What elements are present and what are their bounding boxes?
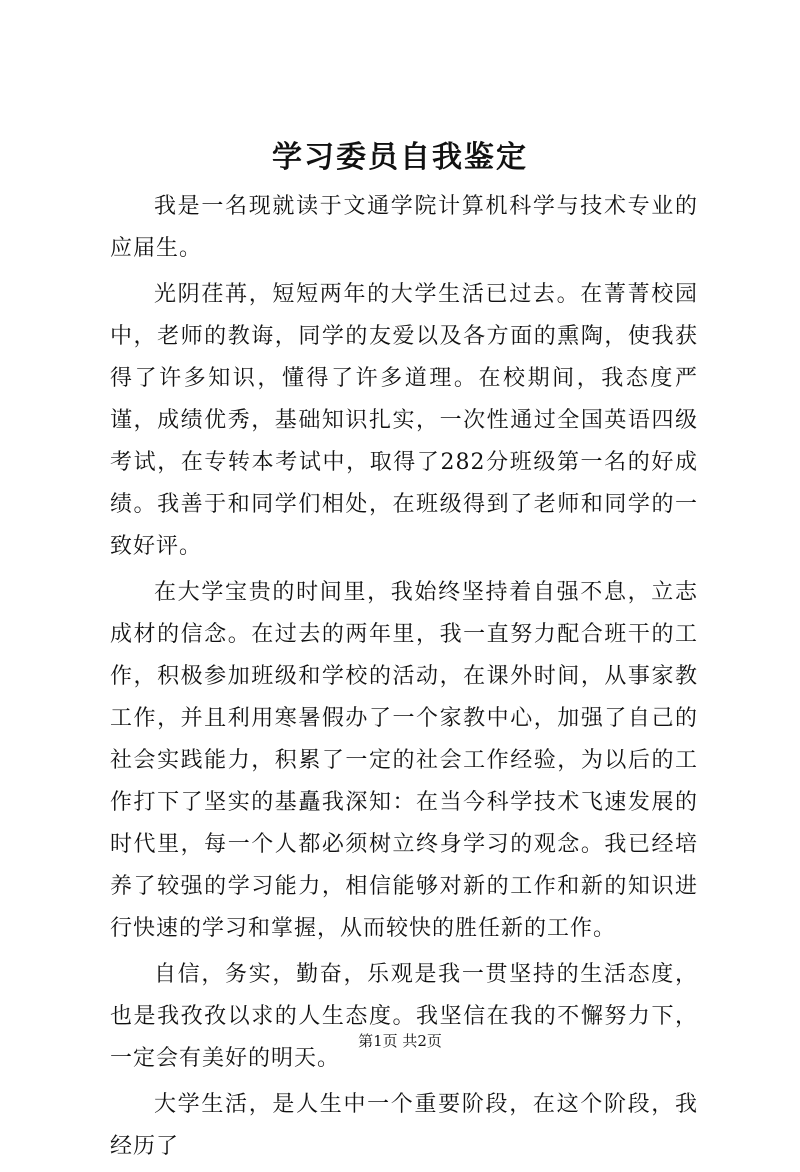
paragraph-5: 大学生活，是人生中一个重要阶段，在这个阶段，我经历了 — [110, 1092, 698, 1159]
paragraph-2: 光阴荏苒，短短两年的大学生活已过去。在菁菁校园中，老师的教诲，同学的友爱以及各方面的熏陶，使我获得了许多知识，懂得了许多道理。在校期间，我态度严谨，成绩优秀，基础知识扎实，一次性通过全国英语四级考试，在专转本考试中，取得了282分班级第一名的好成绩。我善于和同学们相处，在班级得到了老师和同学的一致好评。 — [110, 282, 698, 559]
page-footer: 第1页 共2页 — [358, 1032, 442, 1050]
paragraph-1: 我是一名现就读于文通学院计算机科学与技术专业的应届生。 — [110, 194, 698, 261]
document-body — [110, 186, 698, 1172]
paragraph-4: 自信，务实，勤奋，乐观是我一贯坚持的生活态度，也是我孜孜以求的人生态度。我坚信在我的不懈努力下，一定会有美好的明天。 — [110, 962, 698, 1071]
document-title: 学习委员自我鉴定 — [272, 140, 528, 175]
paragraph-3: 在大学宝贵的时间里，我始终坚持着自强不息，立志成材的信念。在过去的两年里，我一直努力配合班干的工作，积极参加班级和学校的活动，在课外时间，从事家教工作，并且利用寒暑假办了一个家教中心，加强了自己的社会实践能力，积累了一定的社会工作经验，为以后的工作打下了坚实的基矗我深知：在当今科学技术飞速发展的时代里，每一个人都必须树立终身学习的观念。我已经培养了较强的学习能力，相信能够对新的工作和新的知识进行快速的学习和掌握，从而较快的胜任新的工作。 — [110, 580, 698, 941]
